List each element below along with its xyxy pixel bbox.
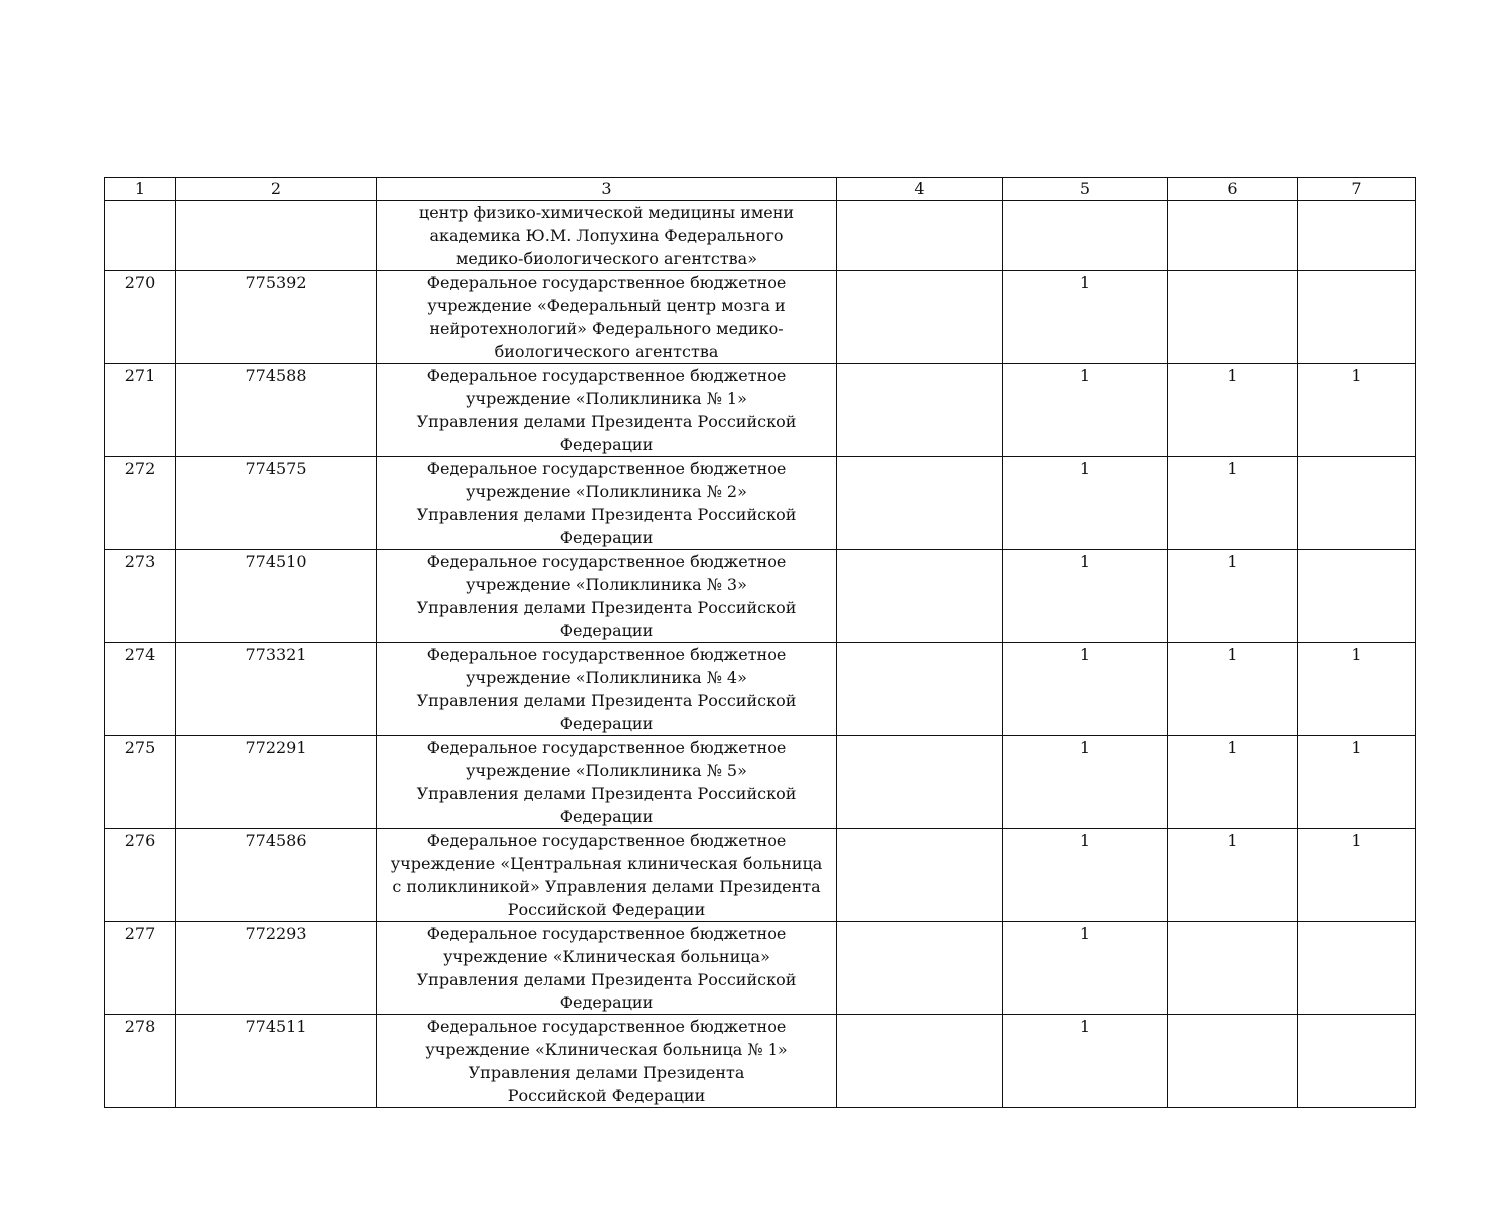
column-4-value (837, 364, 1003, 457)
institution-name (377, 457, 837, 550)
table-row (105, 271, 1416, 364)
table-row (105, 457, 1416, 550)
institution-name (377, 364, 837, 457)
column-4-value (837, 643, 1003, 736)
column-5-value: 1 (1003, 922, 1168, 1015)
column-6-value (1168, 1015, 1298, 1108)
institution-code: 773321 (176, 643, 377, 736)
column-6-value: 1 (1168, 364, 1298, 457)
institution-name (377, 922, 837, 1015)
table-row (105, 829, 1416, 922)
institution-name (377, 643, 837, 736)
institution-code: 772291 (176, 736, 377, 829)
column-5-value: 1 (1003, 829, 1168, 922)
institution-code: 774575 (176, 457, 377, 550)
column-5-value: 1 (1003, 1015, 1168, 1108)
column-7-value (1298, 457, 1416, 550)
institution-code: 774586 (176, 829, 377, 922)
column-7-value (1298, 201, 1416, 271)
column-6-value (1168, 271, 1298, 364)
table-row (105, 736, 1416, 829)
table-row (105, 1015, 1416, 1108)
column-7-value (1298, 922, 1416, 1015)
institution-name-text: Федеральное государственное бюджетное учреждение «Поликлиника № 3» Управления делами Президента Российской Федерации (416, 552, 797, 640)
column-header-7: 7 (1298, 178, 1416, 201)
row-number: 274 (105, 643, 176, 736)
row-number: 273 (105, 550, 176, 643)
row-number: 275 (105, 736, 176, 829)
institution-name (377, 271, 837, 364)
column-6-value: 1 (1168, 550, 1298, 643)
institution-name-text: Федеральное государственное бюджетное учреждение «Поликлиника № 2» Управления делами Президента Российской Федерации (416, 459, 797, 547)
column-5-value: 1 (1003, 271, 1168, 364)
table-row (105, 364, 1416, 457)
column-4-value (837, 457, 1003, 550)
column-5-value: 1 (1003, 457, 1168, 550)
row-number: 276 (105, 829, 176, 922)
column-7-value (1298, 550, 1416, 643)
institution-name-text: Федеральное государственное бюджетное учреждение «Поликлиника № 1» Управления делами Президента Российской Федерации (416, 366, 797, 454)
column-4-value (837, 271, 1003, 364)
column-5-value (1003, 201, 1168, 271)
column-7-value (1298, 1015, 1416, 1108)
institution-name (377, 201, 837, 271)
institution-code: 775392 (176, 271, 377, 364)
table-header-row (105, 178, 1416, 201)
table-row (105, 922, 1416, 1015)
column-4-value (837, 201, 1003, 271)
row-number: 272 (105, 457, 176, 550)
column-4-value (837, 550, 1003, 643)
column-4-value (837, 829, 1003, 922)
column-7-value: 1 (1298, 643, 1416, 736)
column-header-1: 1 (105, 178, 176, 201)
institution-name-text: Федеральное государственное бюджетное учреждение «Поликлиника № 5» Управления делами Президента Российской Федерации (416, 738, 797, 826)
column-7-value: 1 (1298, 829, 1416, 922)
column-7-value: 1 (1298, 736, 1416, 829)
row-number: 277 (105, 922, 176, 1015)
column-4-value (837, 922, 1003, 1015)
institution-name (377, 736, 837, 829)
institution-name (377, 829, 837, 922)
institution-name-text: Федеральное государственное бюджетное учреждение «Клиническая больница № 1» Управления делами Президента Российской Федерации (425, 1017, 788, 1105)
institution-code: 774588 (176, 364, 377, 457)
column-header-2: 2 (176, 178, 377, 201)
institution-name-text: Федеральное государственное бюджетное учреждение «Клиническая больница» Управления делами Президента Российской Федерации (416, 924, 797, 1012)
row-number: 278 (105, 1015, 176, 1108)
row-number (105, 201, 176, 271)
column-5-value: 1 (1003, 550, 1168, 643)
column-header-5: 5 (1003, 178, 1168, 201)
column-4-value (837, 1015, 1003, 1108)
column-5-value: 1 (1003, 364, 1168, 457)
institution-name-text: Федеральное государственное бюджетное учреждение «Центральная клиническая больница с поликлиникой» Управления делами Президента Российской Федерации (390, 831, 823, 919)
column-header-3: 3 (377, 178, 837, 201)
column-5-value: 1 (1003, 736, 1168, 829)
registry-table (104, 177, 1416, 1108)
institution-name-text: Федеральное государственное бюджетное учреждение «Федеральный центр мозга и нейротехнологий» Федерального медико-биологического агентства (426, 273, 787, 361)
column-6-value: 1 (1168, 736, 1298, 829)
institution-code: 774510 (176, 550, 377, 643)
table-row (105, 550, 1416, 643)
column-6-value: 1 (1168, 457, 1298, 550)
column-header-4: 4 (837, 178, 1003, 201)
column-4-value (837, 736, 1003, 829)
column-7-value (1298, 271, 1416, 364)
column-6-value: 1 (1168, 829, 1298, 922)
column-5-value: 1 (1003, 643, 1168, 736)
column-6-value (1168, 922, 1298, 1015)
row-number: 271 (105, 364, 176, 457)
column-7-value: 1 (1298, 364, 1416, 457)
institution-code: 772293 (176, 922, 377, 1015)
column-6-value (1168, 201, 1298, 271)
institution-code: 774511 (176, 1015, 377, 1108)
table-row (105, 643, 1416, 736)
institution-code (176, 201, 377, 271)
institution-name (377, 1015, 837, 1108)
table-row (105, 201, 1416, 271)
column-header-6: 6 (1168, 178, 1298, 201)
institution-name (377, 550, 837, 643)
institution-name-text: центр физико-химической медицины имени академика Ю.М. Лопухина Федерального медико-биологического агентства» (418, 203, 795, 268)
institution-name-text: Федеральное государственное бюджетное учреждение «Поликлиника № 4» Управления делами Президента Российской Федерации (416, 645, 797, 733)
column-6-value: 1 (1168, 643, 1298, 736)
row-number: 270 (105, 271, 176, 364)
